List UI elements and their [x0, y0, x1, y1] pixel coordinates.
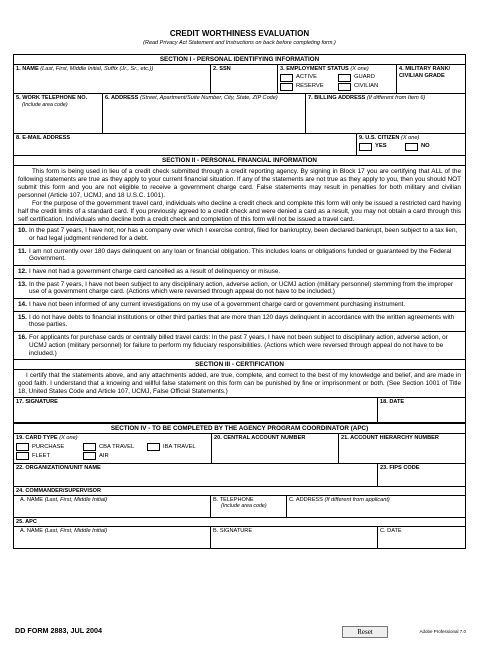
- citizen-yes-label: YES: [375, 143, 387, 150]
- statement-15-text: I do not have debts to financial institutions or other third parties that are more than 120 days delinquent in accordance with the written agreements with those parties.: [29, 313, 455, 329]
- billing-hint: (If different from Item 6): [366, 95, 426, 102]
- email-row: [14, 133, 465, 155]
- civilian-checkbox[interactable]: [338, 83, 351, 91]
- organization-label: 22. ORGANIZATION/UNIT NAME: [16, 464, 101, 471]
- card-type-field: [14, 434, 211, 463]
- commander-row: [14, 495, 465, 517]
- statement-12: [14, 265, 465, 278]
- commander-address-hint: (If different from applicant): [324, 496, 390, 503]
- form-footer: [13, 625, 466, 639]
- reserve-label: RESERVE: [296, 83, 324, 90]
- citizen-label: 9. U.S. CITIZEN: [359, 135, 400, 142]
- citizen-hint: (X one): [400, 135, 420, 142]
- reserve-checkbox[interactable]: [280, 83, 293, 91]
- form-title-block: [13, 26, 466, 54]
- intro-paragraph-2: For the purpose of the government travel card, individuals who decline a credit check and complete this form will only be issued a restricted card having half the credit limits of a standard card. If you previously agreed to a credit check and were denied a card as a result, you may not obtain a card through this self certification. Individuals who decline both a credit check and completion of this form will not be issued a travel card.: [18, 200, 461, 223]
- reset-button[interactable]: Reset: [342, 626, 388, 638]
- card-row: [14, 433, 465, 463]
- hierarchy-label: 21. ACCOUNT HIERARCHY NUMBER: [341, 434, 439, 441]
- statement-11-text: I am not currently over 180 days delinquent on any loan or financial obligation. This includes loans or obligations funded or guaranteed by the Federal Government.: [29, 247, 452, 263]
- cba-travel-checkbox[interactable]: [83, 443, 96, 451]
- apc-name-label: A. NAME: [20, 527, 44, 534]
- apc-signature-label: B. SIGNATURE: [213, 527, 253, 534]
- air-checkbox[interactable]: [83, 452, 96, 460]
- commander-phone-field[interactable]: [210, 496, 286, 517]
- work-phone-label: 5. WORK TELEPHONE NO.: [16, 95, 88, 102]
- central-account-label: 20. CENTRAL ACCOUNT NUMBER: [214, 434, 306, 441]
- commander-name-field[interactable]: [14, 496, 210, 517]
- fips-label: 23. FIPS CODE: [380, 464, 420, 471]
- apc-name-field[interactable]: [14, 527, 210, 548]
- apc-name-hint: (Last, First, Middle Initial): [44, 527, 108, 534]
- commander-heading-row: [14, 486, 465, 495]
- statement-13: [14, 278, 465, 298]
- date-label: 18. DATE: [380, 398, 405, 405]
- statement-11-number: 11.: [18, 247, 27, 255]
- card-type-hint: (X one): [59, 434, 78, 441]
- statement-10-text: In the past 7 years, I have not, nor has a company over which I exercise control, filed for bankruptcy, been declared bankrupt, been subject to a tax lien, or had legal judgment rendered for a debt.: [29, 227, 458, 242]
- employment-status-field: [277, 65, 396, 93]
- certification-text: I certify that the statements above, and any attachments added, are true, complete, and correct to the best of my knowledge and belief, and are made in good faith. I understand that a knowing and willful false statement on this form can be punished by fine or imprisonment or both. (See Section 1001 of Title 18, United States Code and Article 107, UCMJ, False Official Statements.): [14, 369, 465, 396]
- statement-14: [14, 298, 465, 311]
- statement-13-text: In the past 7 years, I have not been subject to any disciplinary action, adverse action, or UCMJ action (military personnel) stemming from the improper use of a government charge card. (Actions which were reversed through appeal do not have to be included.): [29, 280, 454, 296]
- cba-travel-label: CBA TRAVEL: [99, 443, 135, 450]
- statement-13-number: 13.: [18, 280, 27, 288]
- hierarchy-field[interactable]: [338, 434, 465, 463]
- name-field[interactable]: [14, 65, 210, 93]
- form-subtitle: (Read Privacy Act Statement and Instructions on back before completing form.): [143, 40, 336, 47]
- billing-address-field[interactable]: [305, 94, 465, 133]
- fleet-label: FLEET: [32, 452, 51, 459]
- signature-field[interactable]: [14, 398, 377, 422]
- commander-address-label: C. ADDRESS: [289, 496, 323, 503]
- apc-heading-row: [14, 517, 465, 526]
- intro-paragraph-1: This form is being used in lieu of a credit check submitted through a credit reporting agency. By signing in Block 17 you are certifying that ALL of the following statements are true as they apply to your current financial situation. If any of the statements are not true as they apply to you, then you should NOT submit this form and you are not eligible to receive a government charge card. False statements may result in penalties for both military and civilian personnel (Article 107, UCMJ, and 18 U.S.C. 1001).: [14, 165, 465, 200]
- statement-16: [14, 331, 465, 359]
- purchase-label: PURCHASE: [32, 443, 65, 450]
- statement-12-number: 12.: [18, 268, 27, 276]
- apc-date-field[interactable]: [377, 527, 465, 548]
- credit-worthiness-form: [13, 54, 466, 549]
- billing-label: 7. BILLING ADDRESS: [308, 95, 366, 102]
- ssn-field[interactable]: [210, 65, 277, 93]
- rank-label: 4. MILITARY RANK/ CIVILIAN GRADE: [399, 66, 451, 79]
- apc-signature-field[interactable]: [210, 527, 377, 548]
- address-hint: (Street, Apartment/Suite Number, City, State, ZIP Code): [139, 95, 278, 102]
- employment-hint: (X one): [350, 66, 369, 73]
- citizen-no-checkbox[interactable]: [405, 143, 418, 151]
- central-account-field[interactable]: [211, 434, 338, 463]
- statement-15-number: 15.: [18, 313, 27, 321]
- organization-row: [14, 463, 465, 486]
- section-3-heading: SECTION III - CERTIFICATION: [14, 359, 465, 369]
- fleet-checkbox[interactable]: [16, 452, 29, 460]
- organization-field[interactable]: [14, 464, 377, 486]
- apc-label: 25. APC: [16, 518, 37, 525]
- statement-16-text: For applicants for purchase cards or centrally billed travel cards: In the past 7 years, I have not been subject to disciplinary action, adverse action, or UCMJ action (military personnel) for failure to perform my fiduciary responsibilities. (Actions which were reversed through appeal do not have to be included.): [29, 334, 448, 357]
- form-title: CREDIT WORTHINESS EVALUATION: [169, 29, 310, 38]
- iba-travel-label: IBA TRAVEL: [163, 443, 196, 450]
- card-type-label: 19. CARD TYPE: [16, 434, 58, 441]
- employment-label: 3. EMPLOYMENT STATUS: [280, 66, 349, 73]
- purchase-checkbox[interactable]: [16, 443, 29, 451]
- statement-10: [14, 224, 465, 244]
- signature-row: [14, 397, 465, 422]
- statement-16-number: 16.: [18, 334, 27, 342]
- work-phone-hint: (Include area code): [22, 101, 68, 108]
- iba-travel-checkbox[interactable]: [147, 443, 160, 451]
- fips-field[interactable]: [377, 464, 465, 486]
- apc-date-label: C. DATE: [380, 527, 402, 534]
- statement-14-text: I have not been informed of any current investigations on my use of a government charge card or government purchasing instrument.: [29, 301, 406, 309]
- form-number: DD FORM 2883, JUL 2004: [15, 626, 102, 635]
- statement-10-number: 10.: [18, 227, 27, 235]
- name-label: 1. NAME: [16, 66, 39, 73]
- statement-15: [14, 311, 465, 331]
- identity-row: [14, 64, 465, 93]
- commander-name-hint: (Last, First, Middle Initial): [44, 496, 108, 503]
- active-label: ACTIVE: [296, 74, 317, 81]
- email-label: 8. E-MAIL ADDRESS: [16, 135, 71, 142]
- statement-12-text: I have not had a government charge card cancelled as a result of delinquency or misuse.: [29, 268, 281, 276]
- address-label: 6. ADDRESS: [105, 95, 139, 102]
- apc-row: [14, 526, 465, 548]
- civilian-label: CIVILIAN: [354, 83, 379, 90]
- guard-label: GUARD: [354, 74, 375, 81]
- ssn-label: 2. SSN: [213, 66, 231, 73]
- name-hint: (Last, First, Middle Initial, Suffix (Jr., Sr., etc.)): [40, 66, 154, 73]
- date-field[interactable]: [377, 398, 465, 422]
- commander-phone-label: B. TELEPHONE: [213, 496, 254, 503]
- commander-name-label: A. NAME: [20, 496, 44, 503]
- citizen-yes-checkbox[interactable]: [359, 143, 372, 151]
- air-label: AIR: [99, 452, 109, 459]
- commander-label: 24. COMMANDER/SUPERVISOR: [16, 487, 102, 494]
- commander-phone-hint: (Include area code): [221, 503, 267, 510]
- section-1-heading: SECTION I - PERSONAL IDENTIFYING INFORMATION: [159, 56, 320, 63]
- guard-checkbox[interactable]: [338, 74, 351, 82]
- active-checkbox[interactable]: [280, 74, 293, 82]
- section-2-heading: SECTION II - PERSONAL FINANCIAL INFORMATION: [14, 155, 465, 165]
- statement-11: [14, 245, 465, 265]
- work-phone-field[interactable]: [14, 94, 102, 133]
- contact-row: [14, 93, 465, 133]
- address-field[interactable]: [102, 94, 305, 133]
- statement-14-number: 14.: [18, 301, 27, 309]
- citizen-field: [356, 134, 465, 155]
- citizen-no-label: NO: [421, 143, 430, 150]
- rank-field[interactable]: [396, 65, 465, 93]
- commander-address-field[interactable]: [286, 496, 465, 517]
- section-4-heading: SECTION IV - TO BE COMPLETED BY THE AGENCY PROGRAM COORDINATOR (APC): [14, 422, 465, 433]
- software-version: Adobe Professional 7.0: [419, 629, 466, 634]
- email-field[interactable]: [14, 134, 356, 155]
- signature-label: 17. SIGNATURE: [16, 398, 58, 405]
